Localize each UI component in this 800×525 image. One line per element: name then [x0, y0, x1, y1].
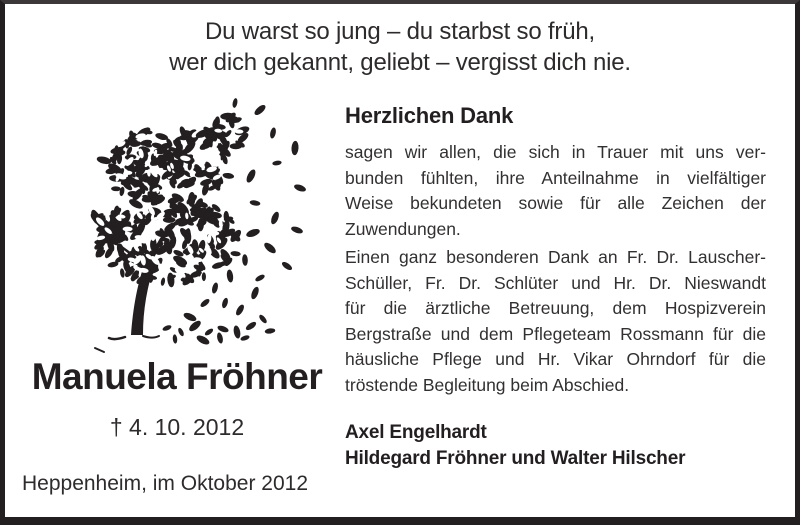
paragraph-line: Schüller, Fr. Dr. Schlüter und Hr. Dr. Nieswandt	[345, 272, 766, 293]
tree-illustration	[55, 88, 327, 356]
epitaph-line: wer dich gekannt, geliebt – vergisst dich nie.	[169, 49, 631, 76]
death-date: † 4. 10. 2012	[109, 414, 245, 440]
paragraph-line: bunden fühlten, ihre Anteilnahme in vielfältiger	[345, 167, 766, 188]
deceased-name: Manuela Fröhner	[31, 356, 323, 397]
paragraph-line: Zuwendungen.	[345, 218, 461, 239]
paragraph-line: für die ärztliche Betreuung, dem Hospizverein	[345, 298, 766, 318]
paragraph-line: Weise bekundeten sowie für alle Zeichen der	[345, 193, 766, 213]
autumn-tree-icon	[55, 88, 327, 356]
epitaph	[0, 16, 800, 78]
mourner-names	[345, 420, 685, 472]
mourner-name-line: Axel Engelhardt	[345, 422, 487, 443]
paragraph-line: sagen wir allen, die sich in Trauer mit uns ver-	[345, 142, 766, 162]
paragraph-line: tröstende Begleitung beim Abschied.	[345, 374, 630, 395]
paragraph-line: häusliche Pflege und Hr. Vikar Ohrndorf für die	[345, 349, 766, 369]
mourner-name-line: Hildegard Fröhner und Walter Hilscher	[345, 448, 686, 469]
thanks-paragraph-2	[345, 245, 766, 398]
place-date-line: Heppenheim, im Oktober 2012	[22, 472, 308, 495]
thanks-paragraph-1	[345, 140, 766, 242]
paragraph-line: Bergstraße und dem Pflegeteam Rossmann für die	[345, 323, 766, 344]
thanks-heading: Herzlichen Dank	[345, 103, 514, 128]
paragraph-line: Einen ganz besonderen Dank an Fr. Dr. Lauscher-	[345, 247, 766, 267]
epitaph-line: Du warst so jung – du starbst so früh,	[205, 18, 595, 45]
